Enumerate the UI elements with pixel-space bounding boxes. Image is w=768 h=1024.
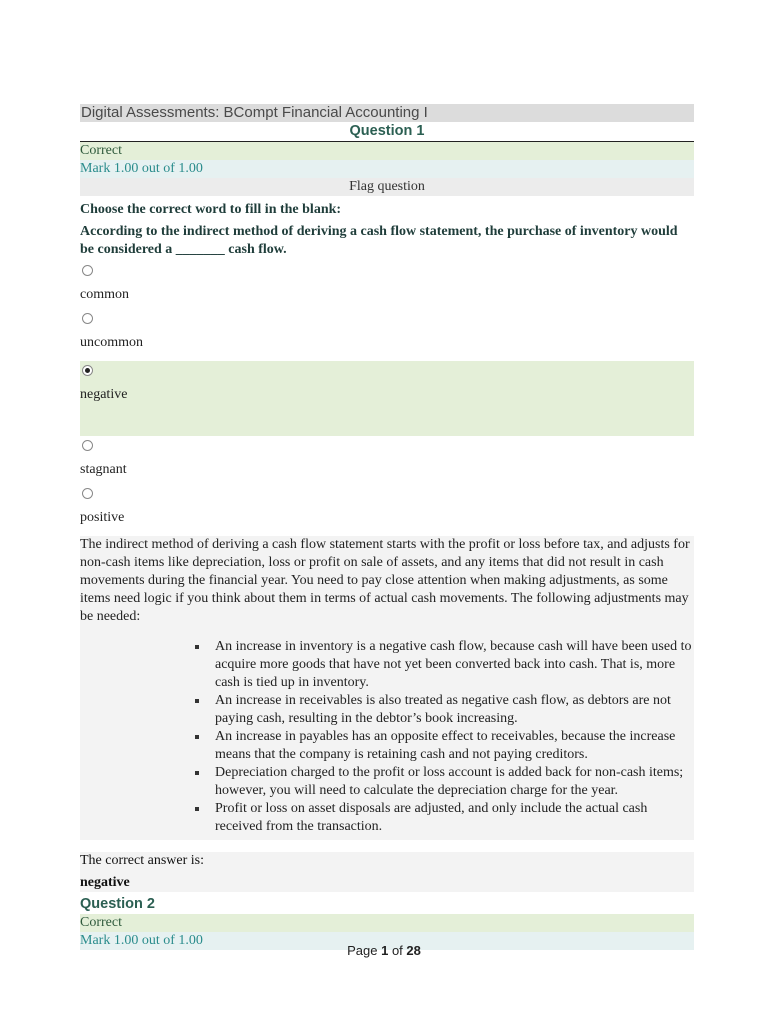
question-2-mark: Mark 1.00 out of 1.00 bbox=[80, 932, 694, 950]
right-answer bbox=[80, 852, 694, 892]
feedback-point: Depreciation charged to the profit or loss account is added back for non-cash items; however, you will need to calculate the depreciation charge for the year. bbox=[193, 764, 692, 800]
question-2-state: Correct bbox=[80, 914, 694, 932]
page-current: 1 bbox=[381, 943, 389, 958]
feedback-list bbox=[80, 638, 692, 836]
feedback-point: An increase in receivables is also treated as negative cash flow, as debtors are not paying cash, resulting in the debtor’s book increasing. bbox=[193, 692, 692, 728]
answer-label: positive bbox=[80, 510, 125, 525]
page-of: of bbox=[391, 943, 403, 958]
right-answer-value: negative bbox=[80, 875, 130, 890]
answer-option-stagnant[interactable] bbox=[80, 440, 694, 479]
radio-button[interactable] bbox=[82, 265, 93, 276]
document-title: Digital Assessments: BCompt Financial Accounting I bbox=[80, 104, 694, 122]
question-text: According to the indirect method of deriving a cash flow statement, the purchase of inventory would be considered a _______ cash flow. bbox=[80, 224, 678, 257]
radio-button[interactable] bbox=[82, 313, 93, 324]
feedback-point: An increase in inventory is a negative cash flow, because cash will have been used to acquire more goods that have not yet been converted back into cash. That is, more cash is tied up in inventory. bbox=[193, 638, 692, 692]
page-footer bbox=[0, 943, 768, 958]
answer-options bbox=[80, 265, 694, 527]
document-page bbox=[80, 104, 694, 950]
feedback-point: Profit or loss on asset disposals are adjusted, and only include the actual cash received from the transaction. bbox=[193, 800, 692, 836]
answer-label: uncommon bbox=[80, 335, 143, 350]
answer-option-negative[interactable] bbox=[80, 361, 694, 436]
question-instruction: Choose the correct word to fill in the blank: bbox=[80, 202, 342, 217]
general-feedback bbox=[80, 536, 694, 840]
answer-option-uncommon[interactable] bbox=[80, 313, 694, 352]
question-1-heading: Question 1 bbox=[80, 122, 694, 142]
question-2-heading: Question 2 bbox=[80, 896, 155, 912]
feedback-intro: The indirect method of deriving a cash flow statement starts with the profit or loss before tax, and adjusts for non-cash items like depreciation, loss or profit on sale of assets, and any items that did not result in cash movements during the financial year. You need to pay close attention when making adjustments, as some items need logic if you think about them in terms of actual cash movements. The following adjustments may be needed: bbox=[80, 537, 690, 624]
radio-button[interactable] bbox=[82, 488, 93, 499]
page-total: 28 bbox=[406, 943, 421, 958]
radio-button[interactable] bbox=[82, 440, 93, 451]
answer-label: negative bbox=[80, 387, 128, 402]
right-answer-label: The correct answer is: bbox=[80, 853, 204, 868]
question-1-state: Correct bbox=[80, 142, 694, 160]
answer-label: common bbox=[80, 287, 129, 302]
answer-option-positive[interactable] bbox=[80, 488, 694, 527]
flag-question-link[interactable]: Flag question bbox=[80, 178, 694, 196]
answer-label: stagnant bbox=[80, 462, 127, 477]
question-1-mark: Mark 1.00 out of 1.00 bbox=[80, 160, 694, 178]
answer-option-common[interactable] bbox=[80, 265, 694, 304]
feedback-point: An increase in payables has an opposite effect to receivables, because the increase means that the company is retaining cash and not paying creditors. bbox=[193, 728, 692, 764]
radio-button-selected[interactable] bbox=[82, 365, 93, 376]
page-prefix: Page bbox=[347, 943, 378, 958]
